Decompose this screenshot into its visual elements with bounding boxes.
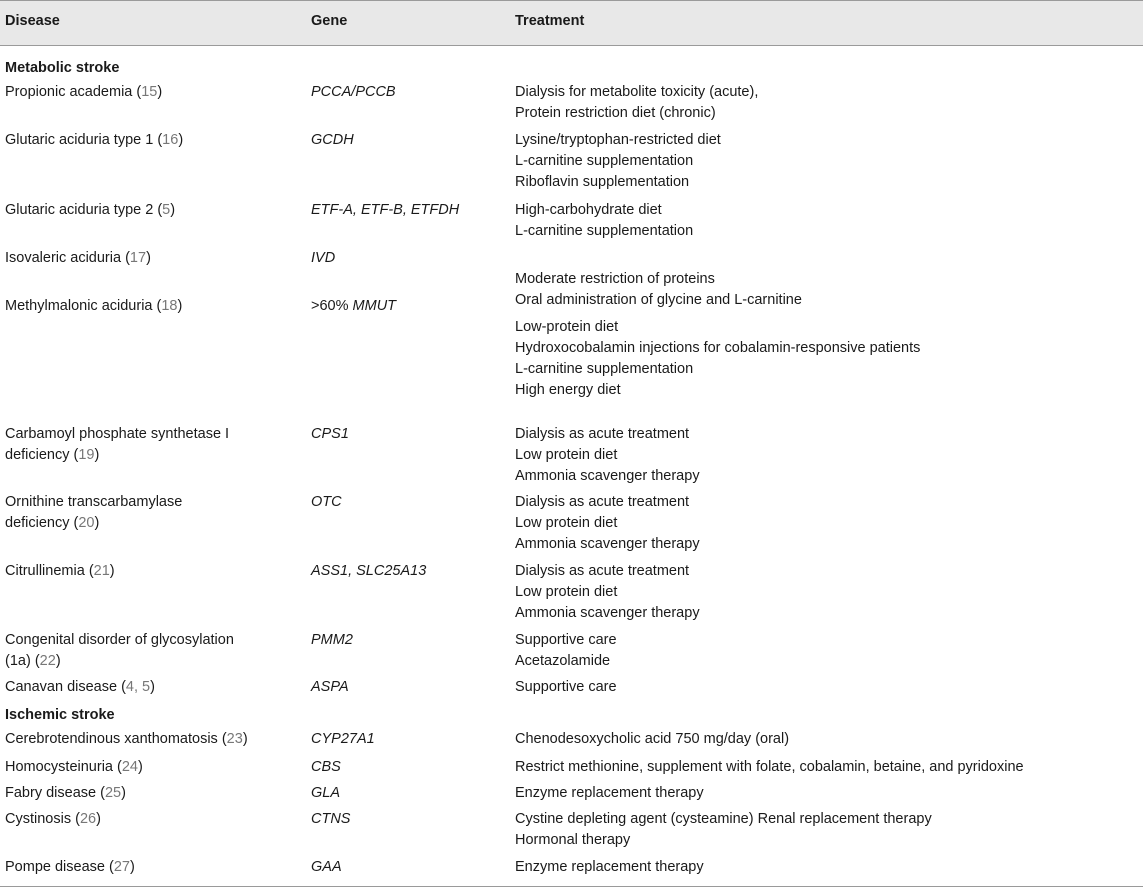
disease-cell (5, 296, 295, 317)
reference: 19 (78, 447, 95, 463)
treatment-line: Protein restriction diet (chronic) (515, 105, 716, 121)
gene-name: ETF-A, ETF-B, ETFDH (311, 202, 460, 218)
disease-cell (5, 757, 295, 778)
reference: 15 (141, 84, 158, 100)
gene-name: MMUT (352, 298, 397, 314)
treatment-line: Ammonia scavenger therapy (515, 605, 700, 621)
treatment-line: Acetazolamide (515, 653, 611, 669)
treatment-cell (515, 130, 1135, 193)
reference: 23 (226, 731, 243, 747)
disease-line: Ornithine transcarbamylase (5, 494, 183, 510)
treatment-cell (515, 857, 1135, 878)
reference: 24 (121, 759, 138, 775)
header-gene: Gene (311, 13, 348, 29)
disease-line: Carbamoyl phosphate synthetase I (5, 426, 230, 442)
reference: 27 (113, 859, 130, 875)
reference: 4, 5 (125, 679, 151, 695)
disease-cell (5, 630, 295, 672)
treatment-line: Low-protein diet (515, 319, 619, 335)
gene-prefix: >60% (311, 298, 353, 314)
disease-cell (5, 677, 295, 698)
section-metabolic: Metabolic stroke (5, 60, 120, 76)
gene-cell (311, 630, 511, 651)
reference: 5 (162, 202, 171, 218)
disease-cell (5, 561, 295, 582)
treatment-line: L-carnitine supplementation (515, 223, 694, 239)
gene-name: IVD (311, 250, 336, 266)
treatment-line: Dialysis as acute treatment (515, 426, 690, 442)
treatment-line: Restrict methionine, supplement with folate, cobalamin, betaine, and pyridoxine (515, 759, 1024, 775)
disease-cell (5, 783, 295, 804)
treatment-line: Low protein diet (515, 584, 618, 600)
treatment-line: Supportive care (515, 632, 617, 648)
gene-cell (311, 82, 511, 103)
top-rule (0, 0, 1143, 1)
treatment-line: Supportive care (515, 679, 617, 695)
gene-cell (311, 677, 511, 698)
treatment-line: Enzyme replacement therapy (515, 785, 704, 801)
header-treatment: Treatment (515, 13, 585, 29)
treatment-cell (515, 809, 1135, 851)
treatment-cell (515, 561, 1135, 624)
gene-cell (311, 857, 511, 878)
treatment-line: Chenodesoxycholic acid 750 mg/day (oral) (515, 731, 790, 747)
gene-cell (311, 130, 511, 151)
treatment-line: Low protein diet (515, 447, 618, 463)
disease-cell (5, 492, 295, 534)
treatment-cell (515, 783, 1135, 804)
treatment-line: Dialysis for metabolite toxicity (acute), (515, 84, 759, 100)
reference: 20 (78, 515, 95, 531)
gene-name: CTNS (311, 811, 351, 827)
gene-cell (311, 296, 511, 317)
reference: 16 (162, 132, 179, 148)
gene-name: GAA (311, 859, 342, 875)
treatment-line: Lysine/tryptophan-restricted diet (515, 132, 721, 148)
table-header (0, 0, 1143, 45)
treatment-line: Moderate restriction of proteins (515, 271, 715, 287)
treatment-line: Low protein diet (515, 515, 618, 531)
reference: 22 (39, 653, 56, 669)
bottom-rule (0, 886, 1143, 887)
gene-name: PCCA/PCCB (311, 84, 396, 100)
disease-cell (5, 200, 295, 221)
disease-line: Congenital disorder of glycosylation (5, 632, 234, 648)
gene-name: CYP27A1 (311, 731, 375, 747)
treatment-line: Ammonia scavenger therapy (515, 536, 700, 552)
disease-line: Homocysteinuria (24) (5, 759, 143, 775)
gene-name: GCDH (311, 132, 354, 148)
gene-cell (311, 757, 511, 778)
gene-cell (311, 492, 511, 513)
disease-line: Cerebrotendinous xanthomatosis (23) (5, 731, 248, 747)
disease-line: (1a) (22) (5, 653, 61, 669)
gene-name: PMM2 (311, 632, 353, 648)
gene-name: GLA (311, 785, 341, 801)
treatment-line: Dialysis as acute treatment (515, 563, 690, 579)
disease-line: deficiency (19) (5, 447, 100, 463)
disease-line: Propionic academia (15) (5, 84, 163, 100)
treatment-cell (515, 677, 1135, 698)
treatment-line: L-carnitine supplementation (515, 361, 694, 377)
gene-cell (311, 783, 511, 804)
section-ischemic: Ischemic stroke (5, 707, 115, 723)
disease-line: Pompe disease (27) (5, 859, 135, 875)
treatment-cell (515, 729, 1135, 750)
disease-line: Glutaric aciduria type 1 (16) (5, 132, 184, 148)
treatment-line: Hydroxocobalamin injections for cobalamin-responsive patients (515, 340, 921, 356)
treatment-line: Oral administration of glycine and L-carnitine (515, 292, 802, 308)
reference: 26 (79, 811, 97, 827)
treatment-line (515, 248, 1135, 269)
disease-line: Isovaleric aciduria (17) (5, 250, 151, 266)
gene-cell (311, 200, 511, 221)
treatment-cell (515, 757, 1135, 778)
treatment-line: Dialysis as acute treatment (515, 494, 690, 510)
treatment-cell (515, 200, 1135, 242)
treatment-line: Hormonal therapy (515, 832, 631, 848)
gene-cell (311, 729, 511, 750)
disease-cell (5, 729, 295, 750)
treatment-line: High-carbohydrate diet (515, 202, 662, 218)
treatment-line: Ammonia scavenger therapy (515, 468, 700, 484)
reference: 21 (93, 563, 110, 579)
disease-cell (5, 82, 295, 103)
treatment-line: L-carnitine supplementation (515, 153, 694, 169)
disease-line: Glutaric aciduria type 2 (5) (5, 202, 176, 218)
treatment-line (515, 296, 1135, 317)
treatment-line: Enzyme replacement therapy (515, 859, 704, 875)
disease-line: Cystinosis (26) (5, 811, 101, 827)
treatment-line: Riboflavin supplementation (515, 174, 690, 190)
disease-cell (5, 248, 295, 269)
disease-line: Methylmalonic aciduria (18) (5, 298, 183, 314)
treatment-cell (515, 630, 1135, 672)
disease-line: Fabry disease (25) (5, 785, 126, 801)
gene-cell (311, 809, 511, 830)
disease-line: Citrullinemia (21) (5, 563, 115, 579)
disease-cell (5, 130, 295, 151)
disease-cell (5, 857, 295, 878)
disease-cell (5, 424, 295, 466)
treatment-line: Cystine depleting agent (cysteamine) Renal replacement therapy (515, 811, 932, 827)
disease-line: deficiency (20) (5, 515, 100, 531)
disease-cell (5, 809, 295, 830)
treatment-cell (515, 82, 1135, 124)
header-disease: Disease (5, 13, 60, 29)
reference: 17 (129, 250, 147, 266)
treatment-line: High energy diet (515, 382, 621, 398)
gene-name: ASS1, SLC25A13 (311, 563, 427, 579)
gene-name: CPS1 (311, 426, 349, 442)
treatment-cell (515, 424, 1135, 487)
header-rule (0, 45, 1143, 46)
gene-cell (311, 424, 511, 445)
gene-name: CBS (311, 759, 341, 775)
gene-name: ASPA (311, 679, 349, 695)
gene-cell (311, 248, 511, 269)
reference: 25 (104, 785, 122, 801)
disease-line: Canavan disease (4, 5) (5, 679, 155, 695)
reference: 18 (161, 298, 178, 314)
treatment-cell (515, 492, 1135, 555)
gene-name: OTC (311, 494, 342, 510)
treatment-cell (515, 296, 1135, 401)
gene-cell (311, 561, 511, 582)
